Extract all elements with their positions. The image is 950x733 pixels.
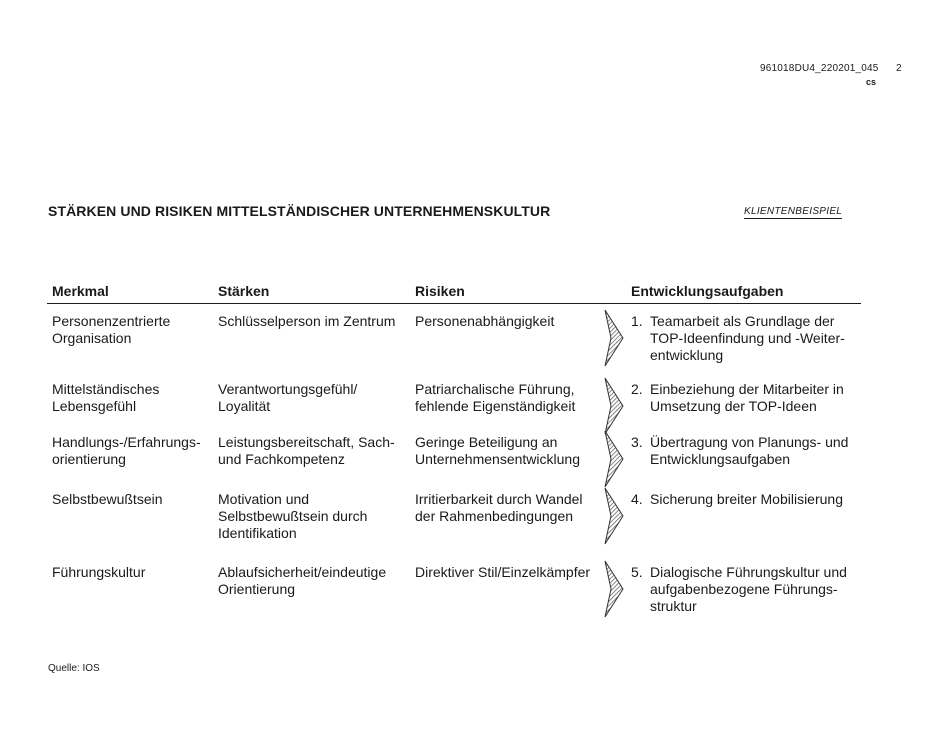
risiken-cell bbox=[415, 564, 605, 581]
merkmal-cell-line: Mittelständisches bbox=[52, 381, 160, 397]
page-number: 2 bbox=[896, 63, 902, 74]
staerken-cell-line: Orientierung bbox=[218, 581, 296, 597]
risiken-cell-line: Patriarchalische Führung, bbox=[415, 381, 575, 397]
source-note: Quelle: IOS bbox=[48, 663, 100, 674]
column-header-merkmal: Merkmal bbox=[52, 283, 109, 299]
task-text-line: Entwicklungsaufgaben bbox=[650, 451, 791, 467]
task-number: 4. bbox=[631, 491, 643, 507]
client-example-tag: KLIENTENBEISPIEL bbox=[744, 206, 843, 217]
column-header-risiken: Risiken bbox=[415, 283, 465, 299]
merkmal-cell bbox=[52, 313, 217, 347]
column-header-entwicklungsaufgaben: Entwicklungsaufgaben bbox=[631, 283, 784, 299]
task-text-line: Einbeziehung der Mitarbeiter in bbox=[650, 381, 844, 397]
staerken-cell bbox=[218, 381, 413, 415]
staerken-cell bbox=[218, 313, 413, 330]
entwicklungsaufgabe-item bbox=[631, 381, 866, 415]
task-text-line: Übertragung von Planungs- und bbox=[650, 434, 849, 450]
merkmal-cell-line: orientierung bbox=[52, 451, 126, 467]
staerken-cell-line: und Fachkompetenz bbox=[218, 451, 345, 467]
column-header-staerken: Stärken bbox=[218, 283, 270, 299]
task-text-line: struktur bbox=[650, 598, 697, 614]
risiken-cell-line: Geringe Beteiligung an bbox=[415, 434, 558, 450]
entwicklungsaufgabe-item bbox=[631, 564, 866, 615]
task-text-line: entwicklung bbox=[650, 347, 724, 363]
staerken-cell-line: Ablaufsicherheit/eindeutige bbox=[218, 564, 387, 580]
entwicklungsaufgabe-item bbox=[631, 434, 866, 468]
risiken-cell-line: Unternehmensentwicklung bbox=[415, 451, 580, 467]
task-text bbox=[650, 313, 845, 364]
risiken-cell bbox=[415, 313, 605, 330]
task-text bbox=[650, 381, 844, 415]
merkmal-cell bbox=[52, 434, 217, 468]
merkmal-cell-line: Lebensgefühl bbox=[52, 398, 137, 414]
merkmal-cell bbox=[52, 564, 217, 581]
risiken-cell bbox=[415, 381, 605, 415]
risiken-cell-line: Direktiver Stil/Einzelkämpfer bbox=[415, 564, 591, 580]
entwicklungsaufgabe-item bbox=[631, 313, 866, 364]
staerken-cell-line: Verantwortungsgefühl/ bbox=[218, 381, 358, 397]
arrow-chevron-icon bbox=[603, 430, 625, 488]
risiken-cell bbox=[415, 491, 605, 525]
task-number: 5. bbox=[631, 564, 643, 580]
task-number: 1. bbox=[631, 313, 643, 329]
task-text bbox=[650, 564, 847, 615]
staerken-cell-line: Loyalität bbox=[218, 398, 271, 414]
risiken-cell-line: der Rahmenbedingungen bbox=[415, 508, 574, 524]
arrow-chevron-icon bbox=[603, 560, 625, 618]
risiken-cell bbox=[415, 434, 605, 468]
author-initials: cs bbox=[866, 77, 877, 87]
risiken-cell-line: Personenabhängigkeit bbox=[415, 313, 555, 329]
staerken-cell bbox=[218, 491, 413, 542]
task-text-line: aufgabenbezogene Führungs- bbox=[650, 581, 838, 597]
merkmal-cell-line: Handlungs-/Erfahrungs- bbox=[52, 434, 201, 450]
task-number: 2. bbox=[631, 381, 643, 397]
task-text-line: TOP-Ideenfindung und -Weiter- bbox=[650, 330, 845, 346]
arrow-chevron-icon bbox=[603, 487, 625, 545]
staerken-cell-line: Motivation und bbox=[218, 491, 310, 507]
task-text-line: Umsetzung der TOP-Ideen bbox=[650, 398, 817, 414]
staerken-cell-line: Selbstbewußtsein durch bbox=[218, 508, 368, 524]
staerken-cell-line: Leistungsbereitschaft, Sach- bbox=[218, 434, 395, 450]
task-text bbox=[650, 434, 848, 468]
header-divider bbox=[47, 303, 861, 304]
merkmal-cell-line: Selbstbewußtsein bbox=[52, 491, 163, 507]
staerken-cell-line: Schlüsselperson im Zentrum bbox=[218, 313, 396, 329]
staerken-cell bbox=[218, 434, 413, 468]
risiken-cell-line: Irritierbarkeit durch Wandel bbox=[415, 491, 583, 507]
page-title: STÄRKEN UND RISIKEN MITTELSTÄNDISCHER UNTERNEHMENSKULTUR bbox=[48, 203, 551, 219]
staerken-cell bbox=[218, 564, 413, 598]
task-number: 3. bbox=[631, 434, 643, 450]
staerken-cell-line: Identifikation bbox=[218, 525, 297, 541]
merkmal-cell-line: Führungskultur bbox=[52, 564, 146, 580]
entwicklungsaufgabe-item bbox=[631, 491, 866, 508]
document-id: 961018DU4_220201_045 bbox=[760, 63, 879, 74]
task-text-line: Sicherung breiter Mobilisierung bbox=[650, 491, 843, 507]
merkmal-cell-line: Organisation bbox=[52, 330, 132, 346]
merkmal-cell-line: Personenzentrierte bbox=[52, 313, 171, 329]
merkmal-cell bbox=[52, 491, 217, 508]
arrow-chevron-icon bbox=[603, 309, 625, 367]
task-text-line: Dialogische Führungskultur und bbox=[650, 564, 847, 580]
merkmal-cell bbox=[52, 381, 217, 415]
task-text-line: Teamarbeit als Grundlage der bbox=[650, 313, 835, 329]
arrow-chevron-icon bbox=[603, 377, 625, 435]
risiken-cell-line: fehlende Eigenständigkeit bbox=[415, 398, 576, 414]
task-text bbox=[650, 491, 843, 508]
